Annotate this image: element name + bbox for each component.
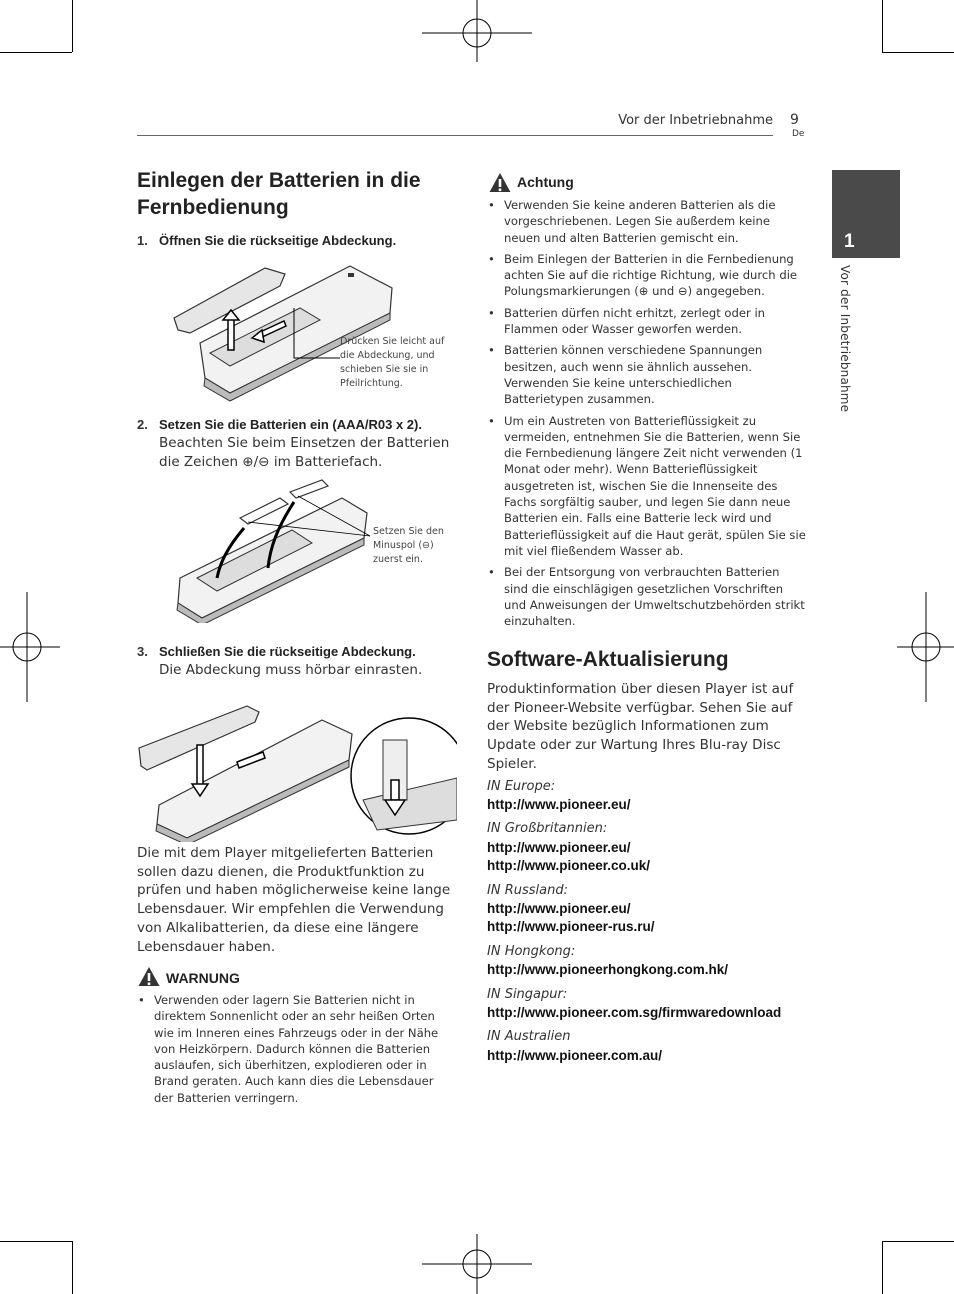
caution-list <box>487 197 807 634</box>
caution-item: • Bei der Entsorgung von verbrauchten Batterien sind die einschlägigen gesetzlichen Vorschriften und Anweisungen der Umweltschutzbehörden strikt einzuhalten. <box>487 564 807 629</box>
step-number: 3. <box>137 644 148 659</box>
warning-list <box>137 992 442 1111</box>
caution-item: • Verwenden Sie keine anderen Batterien als die vorgeschriebenen. Legen Sie außerdem keine neuen und alten Batterien gemischt ein. <box>487 197 807 246</box>
header-rule <box>137 135 773 136</box>
step-1 <box>137 232 457 250</box>
caption-open-cover: Drücken Sie leicht auf die Abdeckung, und schieben Sie sie in Pfeilrichtung. <box>340 336 445 389</box>
registration-mark-right <box>897 592 954 702</box>
url-link[interactable]: http://www.pioneer.eu/ <box>487 840 631 855</box>
url-link[interactable]: http://www.pioneer.eu/ <box>487 797 631 812</box>
url-link[interactable]: http://www.pioneer-rus.ru/ <box>487 919 655 934</box>
page-number: 9 <box>790 112 799 128</box>
region-label: IN Großbritannien: <box>487 821 608 836</box>
caution-item: • Beim Einlegen der Batterien in die Fernbedienung achten Sie auf die richtige Richtung, wie durch die Polungsmarkierungen (⊕ und ⊖) angegeben. <box>487 251 807 300</box>
illustration-insert-batteries <box>172 478 372 623</box>
step-body: Die Abdeckung muss hörbar einrasten. <box>159 662 423 678</box>
url-link[interactable]: http://www.pioneer.com.sg/firmwaredownload <box>487 1005 782 1020</box>
software-paragraph: Produktinformation über diesen Player ist auf der Pioneer-Website verfügbar. Sehen Sie auf der Website bezüglich Informationen zum Update oder zur Wartung Ihres Blu-ray Disc Spieler. <box>487 681 794 772</box>
section-heading-software: Software-Aktualisierung <box>487 648 729 671</box>
step-title: Öffnen Sie die rückseitige Abdeckung. <box>159 233 397 248</box>
step-title: Setzen Sie die Batterien ein (AAA/R03 x 2). <box>159 417 422 432</box>
chapter-number: 1 <box>844 231 855 252</box>
running-header-title: Vor der Inbetriebnahme <box>618 113 773 128</box>
url-link[interactable]: http://www.pioneer.com.au/ <box>487 1048 663 1063</box>
battery-info-paragraph: Die mit dem Player mitgelieferten Batterien sollen dazu dienen, die Produktfunktion zu prüfen und haben möglicherweise keine lange Lebensdauer. Wir empfehlen die Verwendung von Alkalibatterien, da diese eine längere Lebensdauer haben. <box>137 845 451 955</box>
region-label: IN Russland: <box>487 883 568 898</box>
registration-mark-left <box>0 592 60 702</box>
step-3 <box>137 643 437 680</box>
caution-icon <box>488 172 512 192</box>
warning-title: WARNUNG <box>166 970 240 986</box>
caution-title: Achtung <box>517 174 574 190</box>
caution-item: • Batterien können verschiedene Spannungen besitzen, auch wenn sie ähnlich aussehen. Verwenden Sie keine unterschiedlichen Batterietypen zusammen. <box>487 342 807 407</box>
url-link[interactable]: http://www.pioneerhongkong.com.hk/ <box>487 962 728 977</box>
step-number: 2. <box>137 417 148 432</box>
step-number: 1. <box>137 233 148 248</box>
step-title: Schließen Sie die rückseitige Abdeckung. <box>159 644 416 659</box>
caution-item: • Um ein Austreten von Batterieflüssigkeit zu vermeiden, entnehmen Sie die Batterien, wenn Sie die Fernbedienung längere Zeit nicht verwenden (1 Monat oder mehr). Wenn Batterieflüssigkeit ausgetreten ist, wischen Sie die Innenseite des Fachs sorgfältig sauber, und legen Sie dann neue Batterien ein. Falls eine Batterie leck wird und Batterieflüssigkeit auf die Haut gerät, spülen Sie sie mit viel fließendem Wasser ab. <box>487 413 807 560</box>
region-label: IN Europe: <box>487 779 556 794</box>
chapter-tab <box>832 170 900 258</box>
caution-item: • Batterien dürfen nicht erhitzt, zerlegt oder in Flammen oder Wasser geworfen werden. <box>487 305 807 338</box>
registration-mark-bottom <box>422 1234 532 1294</box>
caption-insert-batteries: Setzen Sie den Minuspol (⊖) zuerst ein. <box>373 526 444 565</box>
step-body: Beachten Sie beim Einsetzen der Batterien die Zeichen ⊕/⊖ im Batteriefach. <box>159 435 450 470</box>
section-heading-batteries: Einlegen der Batterien in die Fernbedienung <box>137 169 421 219</box>
language-code: De <box>792 129 805 139</box>
warning-icon <box>137 966 161 986</box>
illustration-close-cover <box>137 700 457 842</box>
region-label: IN Singapur: <box>487 987 568 1002</box>
region-label: IN Hongkong: <box>487 944 576 959</box>
url-link[interactable]: http://www.pioneer.co.uk/ <box>487 858 651 873</box>
warning-item: • Verwenden oder lagern Sie Batterien nicht in direktem Sonnenlicht oder an sehr heißen Orten wie im Inneren eines Fahrzeugs oder in der Nähe von Heizkörpern. Dadurch können die Batterien auslaufen, sich überhitzen, explodieren oder in Brand geraten. Auch kann dies die Lebensdauer der Batterien verringern. <box>137 992 442 1106</box>
chapter-side-label: Vor der Inbetriebnahme <box>838 265 852 413</box>
region-label: IN Australien <box>487 1029 571 1044</box>
step-2 <box>137 416 467 471</box>
url-link[interactable]: http://www.pioneer.eu/ <box>487 901 631 916</box>
registration-mark-top <box>422 0 532 62</box>
